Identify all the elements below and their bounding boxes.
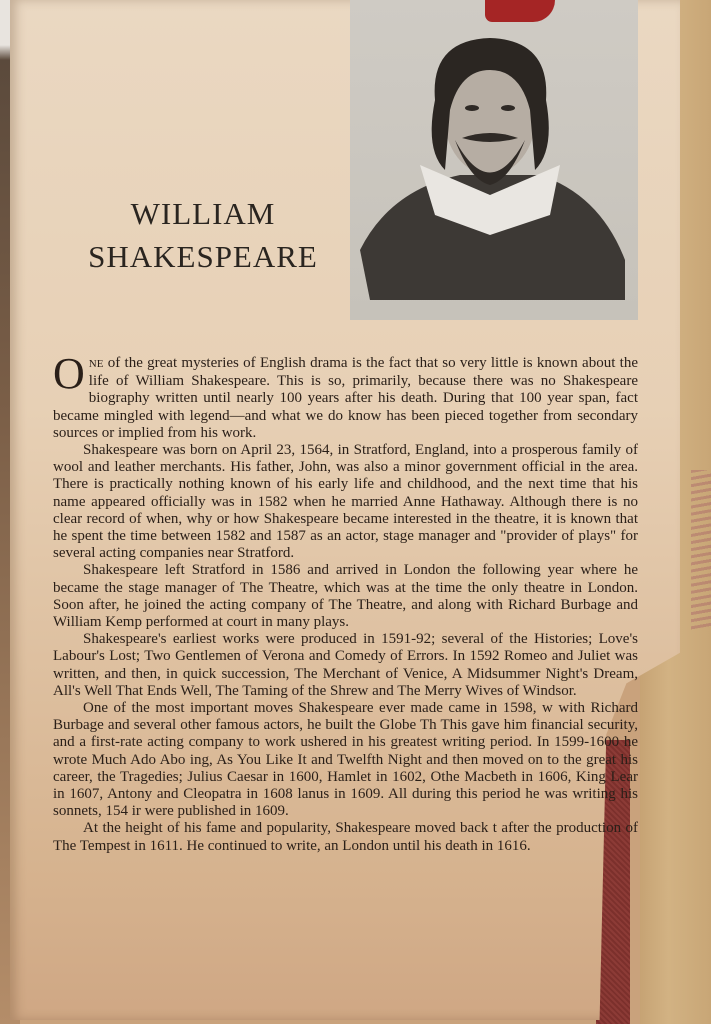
worn-edge-texture: [691, 470, 711, 630]
portrait-engraving-icon: [350, 0, 638, 320]
biography-paragraph: ONE of the great mysteries of English drama is the fact that so very little is known about the life of William Shakespeare. This is so, primarily, because there was no Shakespeare biography written until nearly 100 years after his death. During that 100 year span, fact became mingled with legend—and what we do know has been pieced together from secondary sources or implied from his work.: [53, 349, 638, 441]
biography-paragraph: Shakespeare left Stratford in 1586 and arrived in London the following year where he became the stage manager of The Theatre, which was at the time the only theatre in London. Soon after, he joined the acting company of The Theatre, and along with Richard Burbage and William Kemp performed at court in many plays.: [53, 562, 638, 631]
biography-paragraph: At the height of his fame and popularity, Shakespeare moved back t after the production of The Tempest in 1611. He continued to write, an London until his death in 1616.: [53, 820, 638, 854]
biography-paragraph: One of the most important moves Shakespeare ever made came in 1598, w with Richard Burbage and several other famous actors, he built the Globe Th This gave him financial security, and a first-rate acting company to work ushered in his greatest writing period. In 1599-1600 he wrote Much Ado Abo ing, As You Like It and Twelfth Night and then moved on to the great his career, the Tragedies; Julius Caesar in 1600, Hamlet in 1602, Othe Macbeth in 1606, King Lear in 1607, Antony and Cleopatra in 1608 lanus in 1609. All during this period he was writing his sonnets, 154 ir were published in 1609.: [53, 700, 638, 820]
book-title: [68, 192, 338, 278]
drop-cap: O: [53, 349, 85, 398]
title-line-last-name: SHAKESPEARE: [88, 239, 318, 274]
biography-paragraph: Shakespeare's earliest works were produced in 1591-92; several of the Histories; Love's Labour's Lost; Two Gentlemen of Verona and Comedy of Errors. In 1592 Romeo and Juliet was written, and then, in quick succession, The Merchant of Venice, A Midsummer Night's Dream, All's Well That Ends Well, The Taming of the Shrew and The Merry Wives of Windsor.: [53, 631, 638, 699]
small-caps-lead: NE: [88, 358, 104, 370]
title-line-first-name: WILLIAM: [130, 196, 276, 231]
torn-red-tab: [485, 0, 555, 22]
biography-text: [53, 349, 638, 855]
biography-paragraph: Shakespeare was born on April 23, 1564, in Stratford, England, into a prosperous family of wool and leather merchants. His father, John, was also a minor government official in the area. There is practically nothing known of his early life and childhood, and the next time that his name appeared officially was in 1582 when he married Anne Hathaway. Although there is no clear record of when, why or how Shakespeare became interested in the theatre, it is known that he spent the time between 1582 and 1587 as an actor, stage manager and "provider of plays" for several acting companies near Stratford.: [53, 442, 638, 562]
shakespeare-portrait: [350, 0, 638, 320]
